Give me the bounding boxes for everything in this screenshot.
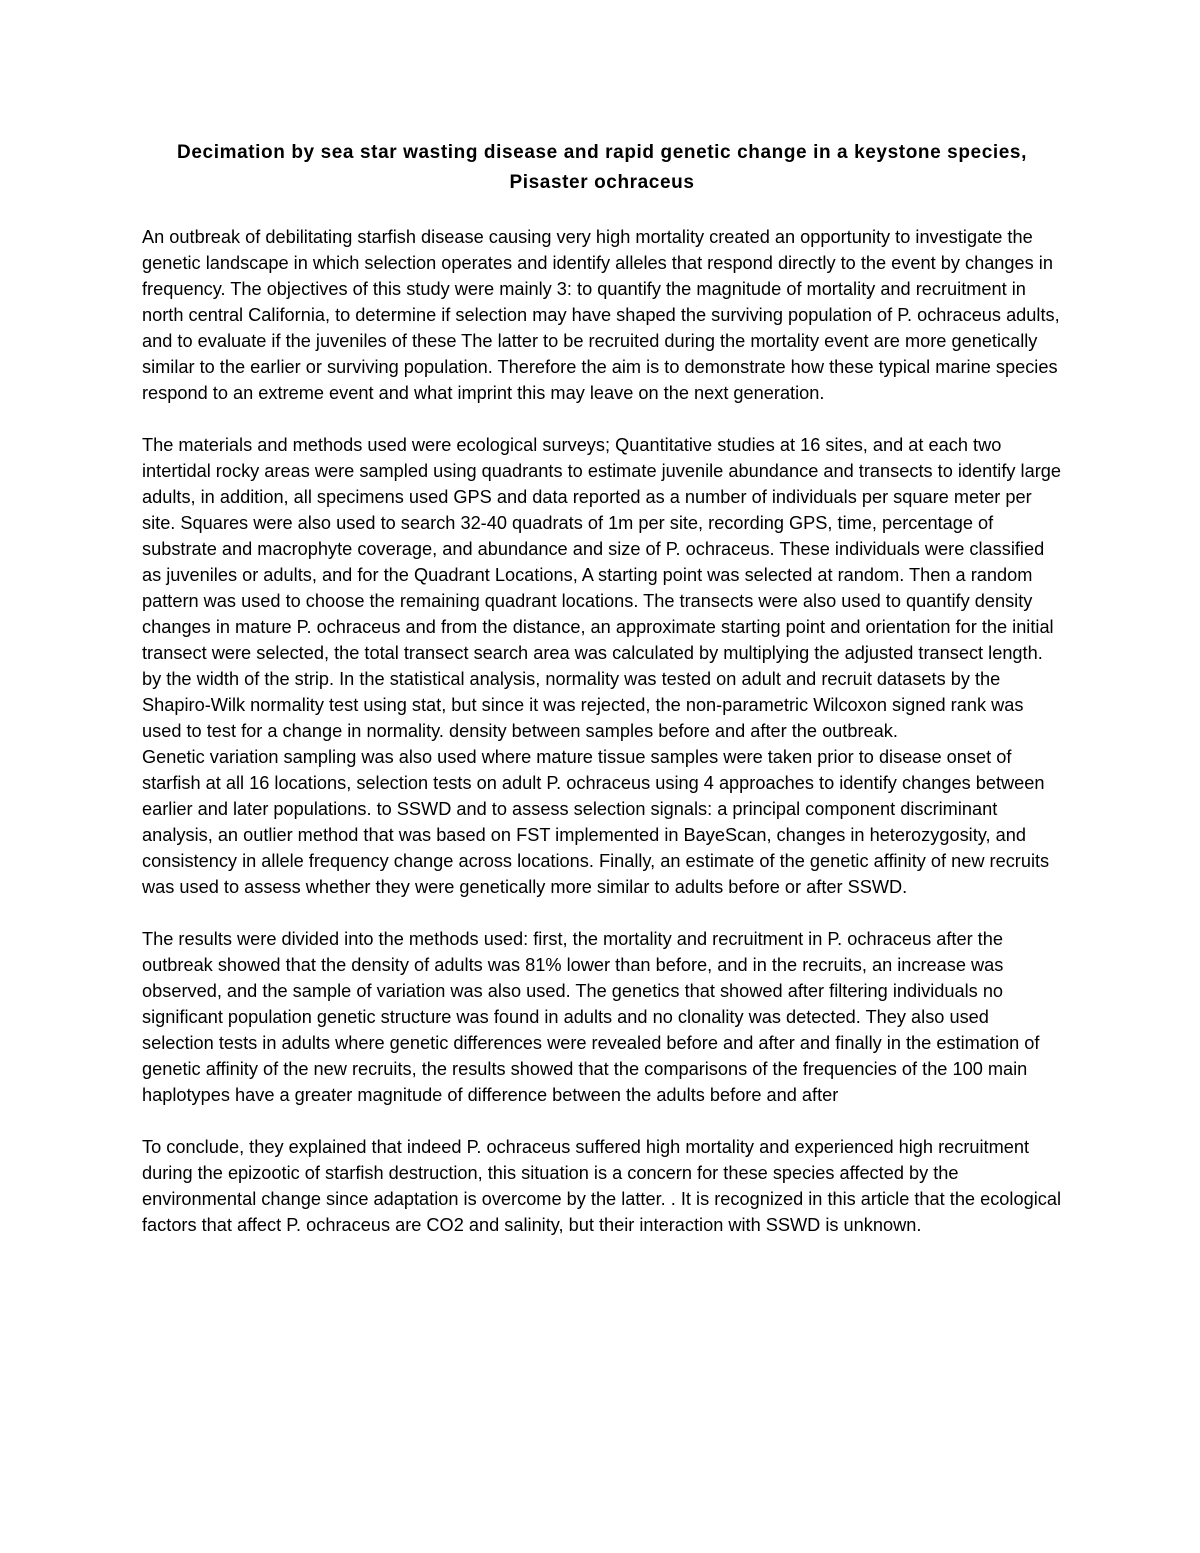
paragraph-genetic-sampling: Genetic variation sampling was also used where mature tissue samples were taken prior to disease onset of starfish at all 16 locations, selection tests on adult P. ochraceus using 4 approaches to identify changes between earlier and later populations. to SSWD and to assess selection signals: a principal component discriminant analysis, an outlier method that was based on FST implemented in BayeScan, changes in heterozygosity, and consistency in allele frequency change across locations. Finally, an estimate of the genetic affinity of new recruits was used to assess whether they were genetically more similar to adults before or after SSWD.	[142, 747, 1050, 897]
paragraph-gap	[142, 900, 1062, 926]
paragraph-results: The results were divided into the methods used: first, the mortality and recruitment in P. ochraceus after the outbreak showed that the density of adults was 81% lower than before, and in the recruits, an increase was observed, and the sample of variation was also used. The genetics that showed after filtering individuals no significant population genetic structure was found in adults and no clonality was detected. They also used selection tests in adults where genetic differences were revealed before and after and finally in the estimation of genetic affinity of the new recruits, the results showed that the comparisons of the frequencies of the 100 main haplotypes have a greater magnitude of difference between the adults before and after	[142, 929, 1040, 1105]
paragraph-methods: The materials and methods used were ecological surveys; Quantitative studies at 16 sites, and at each two intertidal rocky areas were sampled using quadrants to estimate juvenile abundance and transects to identify large adults, in addition, all specimens used GPS and data reported as a number of individuals per square meter per site. Squares were also used to search 32-40 quadrats of 1m per site, recording GPS, time, percentage of substrate and macrophyte coverage, and abundance and size of P. ochraceus. These individuals were classified as juveniles or adults, and for the Quadrant Locations, A starting point was selected at random. Then a random pattern was used to choose the remaining quadrant locations. The transects were also used to quantify density changes in mature P. ochraceus and from the distance, an approximate starting point and orientation for the initial transect were selected, the total transect search area was calculated by multiplying the adjusted transect length. by the width of the strip. In the statistical analysis, normality was tested on adult and recruit datasets by the Shapiro-Wilk normality test using stat, but since it was rejected, the non-parametric Wilcoxon signed rank was used to test for a change in normality. density between samples before and after the outbreak.	[142, 435, 1061, 741]
paragraph-introduction: An outbreak of debilitating starfish disease causing very high mortality created an opportunity to investigate the genetic landscape in which selection operates and identify alleles that respond directly to the event by changes in frequency. The objectives of this study were mainly 3: to quantify the magnitude of mortality and recruitment in north central California, to determine if selection may have shaped the surviving population of P. ochraceus adults, and to evaluate if the juveniles of these The latter to be recruited during the mortality event are more genetically similar to the earlier or surviving population. Therefore the aim is to demonstrate how these typical marine species respond to an extreme event and what imprint this may leave on the next generation.	[142, 227, 1060, 403]
title-line-1: Decimation by sea star wasting disease and rapid genetic change in a keystone species,	[177, 142, 1027, 163]
paragraph-gap	[142, 1108, 1062, 1134]
paragraph-conclusion: To conclude, they explained that indeed P. ochraceus suffered high mortality and experienced high recruitment during the epizootic of starfish destruction, this situation is a concern for these species affected by the environmental change since adaptation is overcome by the latter. . It is recognized in this article that the ecological factors that affect P. ochraceus are CO2 and salinity, but their interaction with SSWD is unknown.	[142, 1137, 1061, 1235]
document-page	[142, 138, 1062, 1238]
paragraph-gap	[142, 406, 1062, 432]
document-title	[142, 138, 1062, 198]
title-line-2: Pisaster ochraceus	[509, 172, 695, 193]
